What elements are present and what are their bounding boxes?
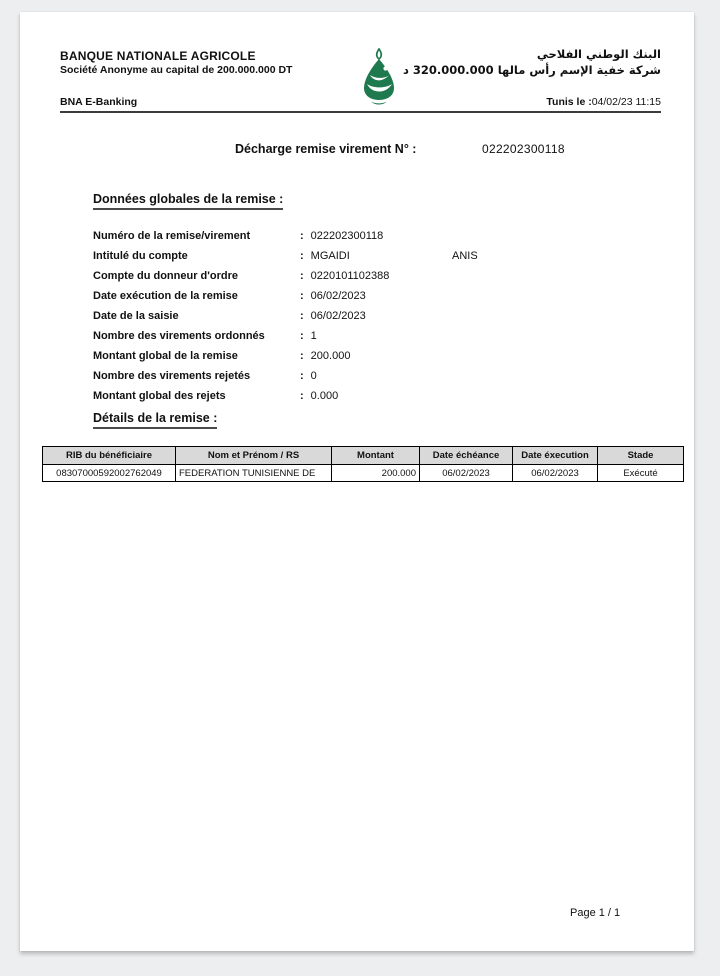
- field-label: Nombre des virements ordonnés: [93, 330, 265, 342]
- cell-rib: 08307000592002762049: [43, 465, 176, 482]
- bank-identity-fr: [60, 49, 292, 77]
- section-heading-global: Données globales de la remise :: [93, 192, 283, 210]
- bna-logo-icon: [358, 48, 400, 106]
- col-header-montant: Montant: [332, 447, 420, 465]
- table-row: [43, 465, 684, 482]
- field-value: 022202300118: [310, 230, 384, 242]
- cell-montant: 200.000: [332, 465, 420, 482]
- cell-nom: FEDERATION TUNISIENNE DE: [176, 465, 332, 482]
- details-table: [42, 446, 684, 482]
- field-label: Nombre des virements rejetés: [93, 370, 251, 382]
- table-header-row: [43, 447, 684, 465]
- field-label: Numéro de la remise/virement: [93, 230, 251, 242]
- colon: :: [300, 270, 304, 282]
- field-value: MGAIDI: [310, 250, 350, 262]
- field-value: 1: [310, 330, 317, 342]
- colon: :: [300, 390, 304, 402]
- field-row-date-saisie: [93, 310, 573, 330]
- bank-capital-ar: شركة خفية الإسم رأس مالها 320.000.000 د: [403, 63, 661, 77]
- field-value: 0.000: [310, 390, 339, 402]
- col-header-date-execution: Date éxecution: [513, 447, 598, 465]
- document-page: [20, 12, 694, 951]
- global-fields: [93, 230, 573, 410]
- cell-date-echeance: 06/02/2023: [420, 465, 513, 482]
- section-heading-details: Détails de la remise :: [93, 411, 217, 429]
- app-name: BNA E-Banking: [60, 96, 138, 108]
- cell-stade: Exécuté: [598, 465, 684, 482]
- colon: :: [300, 230, 304, 242]
- col-header-rib: RIB du bénéficiaire: [43, 447, 176, 465]
- field-row-nb-virements-rejetes: [93, 370, 573, 390]
- field-value: 06/02/2023: [310, 310, 366, 322]
- colon: :: [300, 310, 304, 322]
- place-date-value: 04/02/23 11:15: [591, 96, 661, 108]
- header-divider: [60, 111, 661, 113]
- field-value: 200.000: [310, 350, 351, 362]
- page-number: Page 1 / 1: [570, 907, 621, 919]
- field-label: Date exécution de la remise: [93, 290, 238, 302]
- colon: :: [300, 250, 304, 262]
- field-value: 0220101102388: [310, 270, 390, 282]
- field-value: 06/02/2023: [310, 290, 366, 302]
- colon: :: [300, 370, 304, 382]
- field-value: 0: [310, 370, 317, 382]
- colon: :: [300, 330, 304, 342]
- field-label: Date de la saisie: [93, 310, 179, 322]
- field-label: Montant global des rejets: [93, 390, 226, 402]
- bank-capital-fr: Société Anonyme au capital de 200.000.000 DT: [60, 64, 293, 76]
- colon: :: [300, 290, 304, 302]
- col-header-nom: Nom et Prénom / RS: [176, 447, 332, 465]
- bank-name-ar: البنك الوطني الفلاحي: [536, 47, 661, 61]
- bank-identity-ar: [403, 46, 661, 78]
- document-title-number: 022202300118: [482, 142, 565, 156]
- col-header-date-echeance: Date échéance: [420, 447, 513, 465]
- field-row-nb-virements-ordonnes: [93, 330, 573, 350]
- field-row-montant-global-rejets: [93, 390, 573, 410]
- field-label: Intitulé du compte: [93, 250, 188, 262]
- field-label: Compte du donneur d'ordre: [93, 270, 238, 282]
- field-label: Montant global de la remise: [93, 350, 238, 362]
- field-row-montant-global-remise: [93, 350, 573, 370]
- place-date-label: Tunis le :: [546, 96, 592, 108]
- document-title: Décharge remise virement N° :: [235, 142, 417, 156]
- cell-date-execution: 06/02/2023: [513, 465, 598, 482]
- col-header-stade: Stade: [598, 447, 684, 465]
- field-row-date-execution: [93, 290, 573, 310]
- field-row-compte-donneur: [93, 270, 573, 290]
- colon: :: [300, 350, 304, 362]
- place-date: [546, 96, 661, 108]
- field-row-intitule-compte: [93, 250, 573, 270]
- bank-name-fr: BANQUE NATIONALE AGRICOLE: [60, 49, 256, 63]
- field-row-numero-remise: [93, 230, 573, 250]
- field-value-secondary: ANIS: [452, 250, 478, 262]
